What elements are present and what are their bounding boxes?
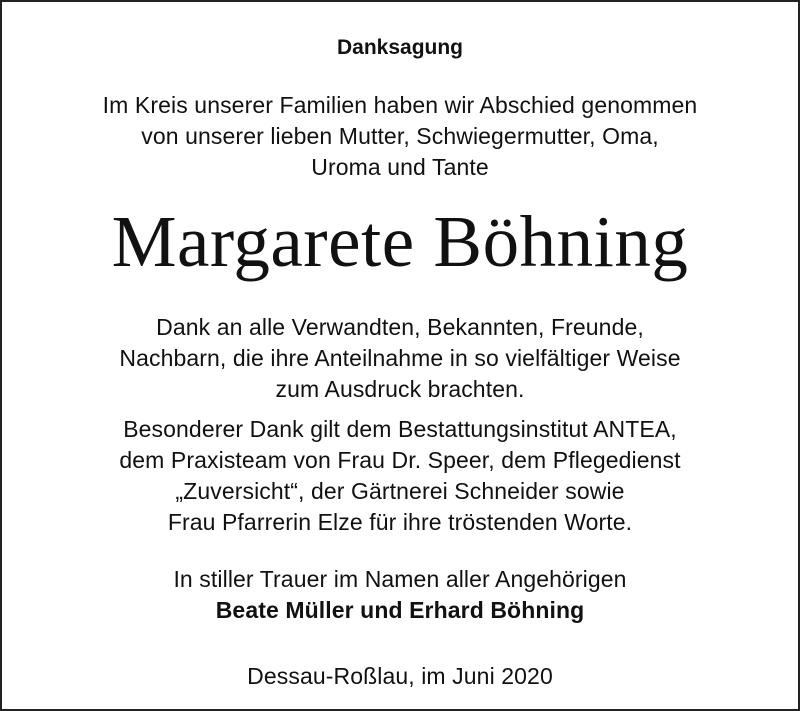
- thanks-special-text: [2, 414, 798, 538]
- intro-line: von unserer lieben Mutter, Schwiegermutter, Oma,: [141, 123, 659, 149]
- thanks-line: zum Ausdruck brachten.: [275, 376, 525, 402]
- thanks-relatives-text: [2, 312, 798, 405]
- place-date-text: Dessau-Roßlau, im Juni 2020: [247, 663, 553, 689]
- notice-heading: Danksagung: [336, 36, 464, 59]
- intro-line: Im Kreis unserer Familien haben wir Abschied genommen: [102, 92, 698, 118]
- thanks-line: „Zuversicht“, der Gärtnerei Schneider sowie: [175, 478, 625, 504]
- intro-text: [2, 90, 798, 183]
- mourning-section: [2, 564, 798, 626]
- mourning-line: In stiller Trauer im Namen aller Angehörigen: [173, 566, 627, 592]
- thanks-line: Dank an alle Verwandten, Bekannten, Freunde,: [156, 314, 644, 340]
- intro-line: Uroma und Tante: [311, 154, 489, 180]
- thanks-line: Besonderer Dank gilt dem Bestattungsinstitut ANTEA,: [123, 416, 677, 442]
- place-date: [2, 661, 798, 692]
- thanks-line: Nachbarn, die ihre Anteilnahme in so vielfältiger Weise: [119, 345, 681, 371]
- deceased-name: Margarete Böhning: [111, 201, 689, 282]
- thanks-line: Frau Pfarrerin Elze für ihre tröstenden Worte.: [167, 509, 633, 535]
- signers: Beate Müller und Erhard Böhning: [215, 597, 585, 623]
- thanks-line: dem Praxisteam von Frau Dr. Speer, dem Pflegedienst: [119, 447, 681, 473]
